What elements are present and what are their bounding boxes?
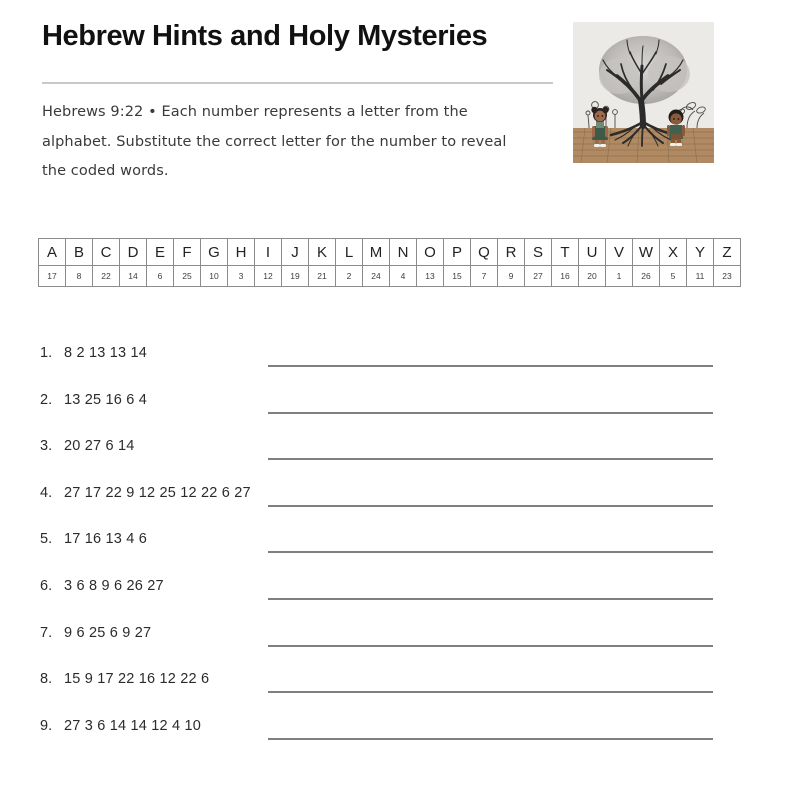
cipher-number-cell: 15 (444, 266, 471, 287)
tree-mural-graphic (573, 22, 714, 163)
answer-line[interactable] (268, 412, 713, 414)
child-left (591, 107, 608, 147)
cipher-number-cell: 17 (39, 266, 66, 287)
puzzle-item-code: 13 25 16 6 4 (64, 391, 148, 408)
puzzle-item (38, 526, 728, 573)
cipher-letter-cell: J (282, 239, 309, 266)
cipher-letter-cell: T (552, 239, 579, 266)
puzzle-item-code: 3 6 8 9 6 26 27 (64, 577, 164, 594)
cipher-number-cell: 21 (309, 266, 336, 287)
cipher-letter-cell: X (660, 239, 687, 266)
cipher-letter-cell: L (336, 239, 363, 266)
cipher-number-cell: 3 (228, 266, 255, 287)
answer-line[interactable] (268, 505, 713, 507)
cipher-letter-cell: E (147, 239, 174, 266)
puzzle-item-number: 7. (40, 624, 53, 641)
answer-line[interactable] (268, 598, 713, 600)
cipher-letter-cell: C (93, 239, 120, 266)
puzzle-item-code: 8 2 13 13 14 (64, 345, 148, 361)
cipher-letter-cell: B (66, 239, 93, 266)
puzzle-item-code: 27 17 22 9 12 25 12 22 6 27 (64, 484, 251, 501)
puzzle-item-number: 6. (40, 577, 53, 594)
page-title: Hebrew Hints and Holy Mysteries (42, 20, 488, 52)
cipher-letter-cell: I (255, 239, 282, 266)
cipher-letter-cell: R (498, 239, 525, 266)
puzzle-item-code: 27 3 6 14 14 12 4 10 (64, 717, 202, 734)
puzzle-item-code: 15 9 17 22 16 12 22 6 (64, 671, 210, 688)
cipher-letter-cell: M (363, 239, 390, 266)
cipher-number-cell: 26 (633, 266, 660, 287)
cipher-letter-cell: H (228, 239, 255, 266)
cipher-letter-cell: Q (471, 239, 498, 266)
cipher-number-cell: 13 (417, 266, 444, 287)
answer-line[interactable] (268, 645, 713, 647)
puzzle-item-number: 2. (40, 391, 53, 408)
cipher-letter-cell: V (606, 239, 633, 266)
cipher-number-cell: 19 (282, 266, 309, 287)
puzzle-item-code: 17 16 13 4 6 (64, 531, 148, 548)
answer-line[interactable] (268, 365, 713, 367)
cipher-number-cell: 6 (147, 266, 174, 287)
cipher-number-cell: 11 (687, 266, 714, 287)
answer-line[interactable] (268, 738, 713, 740)
cipher-number-cell: 20 (579, 266, 606, 287)
answer-line[interactable] (268, 551, 713, 553)
cipher-letter-cell: Y (687, 239, 714, 266)
cipher-letter-cell: N (390, 239, 417, 266)
cipher-key-table (38, 238, 732, 287)
cipher-letter-cell: F (174, 239, 201, 266)
cipher-number-cell: 10 (201, 266, 228, 287)
puzzle-item-number: 5. (40, 531, 53, 548)
answer-line[interactable] (268, 458, 713, 460)
puzzle-item (38, 620, 728, 667)
answer-line[interactable] (268, 691, 713, 693)
cipher-letter-cell: K (309, 239, 336, 266)
cipher-letter-cell: D (120, 239, 147, 266)
cipher-letter-cell: P (444, 239, 471, 266)
cipher-key-number-row (39, 266, 741, 287)
puzzle-item-number: 8. (40, 671, 53, 688)
cipher-number-cell: 1 (606, 266, 633, 287)
cipher-number-cell: 12 (255, 266, 282, 287)
puzzle-item (38, 387, 728, 434)
cipher-number-cell: 2 (336, 266, 363, 287)
puzzle-item (38, 573, 728, 620)
header-divider (42, 82, 553, 84)
puzzle-item (38, 480, 728, 527)
cipher-number-cell: 8 (66, 266, 93, 287)
cipher-number-cell: 9 (498, 266, 525, 287)
cipher-number-cell: 14 (120, 266, 147, 287)
cipher-number-cell: 24 (363, 266, 390, 287)
cipher-number-cell: 27 (525, 266, 552, 287)
cipher-letter-cell: O (417, 239, 444, 266)
cipher-number-cell: 16 (552, 266, 579, 287)
cipher-number-cell: 4 (390, 266, 417, 287)
cipher-number-cell: 25 (174, 266, 201, 287)
puzzle-item (38, 666, 728, 713)
cipher-letter-cell: A (39, 239, 66, 266)
puzzle-item-list (38, 340, 728, 759)
puzzle-item-code: 20 27 6 14 (64, 438, 135, 455)
cipher-number-cell: 23 (714, 266, 741, 287)
cipher-letter-cell: G (201, 239, 228, 266)
cipher-key-letter-row (39, 239, 741, 266)
tree-mural-illustration (573, 22, 714, 163)
puzzle-item-number: 1. (40, 345, 53, 361)
cipher-letter-cell: U (579, 239, 606, 266)
cipher-letter-cell: S (525, 239, 552, 266)
cipher-number-cell: 7 (471, 266, 498, 287)
instructions-text: Hebrews 9:22 • Each number represents a letter from the alphabet. Substitute the correct letter for the number to reveal the coded words. (42, 104, 507, 180)
cipher-number-cell: 22 (93, 266, 120, 287)
puzzle-item (38, 713, 728, 760)
puzzle-item-number: 3. (40, 438, 53, 455)
puzzle-item-number: 9. (40, 717, 53, 734)
puzzle-item-code: 9 6 25 6 9 27 (64, 624, 152, 641)
cipher-letter-cell: W (633, 239, 660, 266)
puzzle-item (38, 433, 728, 480)
cipher-number-cell: 5 (660, 266, 687, 287)
cipher-letter-cell: Z (714, 239, 741, 266)
puzzle-item (38, 340, 728, 387)
puzzle-item-number: 4. (40, 484, 53, 501)
